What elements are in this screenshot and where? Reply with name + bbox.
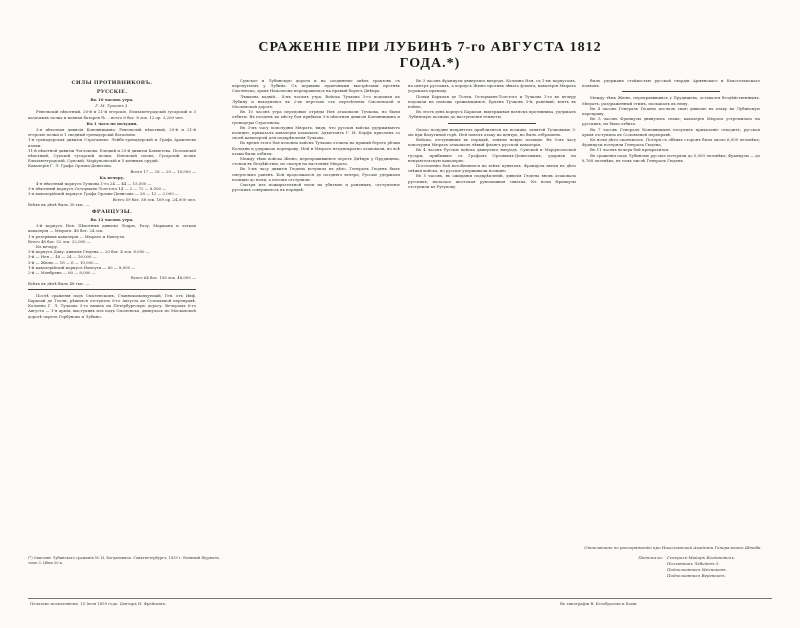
total-value: Всего 17 — 28 — 29 — 10,000 — [130,168,196,174]
text-paragraph: Въ 5-мъ часу дивизія Гюдена вступила въ дѣло. Генералъ Гюденъ былъ смертельно раненъ. Бой продолжался до поздняго вечера; Русскіе удержали позицію до ночи, а потомъ отступили. [232,166,400,182]
text-paragraph: Въ 10 часовъ утра передовые отряды Нея атаковали Тучкова, но были отбиты. Въ полдень къ мѣсту боя прибыли 3-я пѣхотная дивизія Коновницына и гренадеры Строганова. [232,109,400,125]
russians-heading: РУССКІЕ. [96,89,128,95]
signature-block [583,545,763,579]
total-value: Всего 59 бат. 58 эск. 169 ор. 24,000 чел. [112,196,196,202]
text-paragraph: 3-й корпусъ Нея. Пѣхотныя дивизіи Ледрю, Разу, Маршана и легкая кавалерія — Мюратъ. 48 бат. 24 эск. 1-я резервная кавалерія — Мюратъ и Нансути. Всего 48 бат. 52 эск. 22,000 — [28,223,196,244]
text-paragraph: Ляшкова кадкій... 4-мъ часамъ утра, Войска Тучкова 3-го подошли къ Лубину и находились въ 2-хъ верстахъ отъ пересѣченія Смоленской и Московской дорогъ. [232,93,400,110]
signature-role [583,573,667,579]
text-paragraph: Въ 11 часовъ вечера бой прекратился. [590,147,670,153]
signature-row [583,573,763,579]
signature-name: Подполковникъ Мечниковъ. [667,567,727,572]
signature-role: Подписали: [638,555,663,560]
text-paragraph: Между тѣмъ войска Жюно, переправившіяся черезъ Днѣпръ у Прудищева, стояли въ бездѣйствіи, не смотря на настоянія Мюрата. [232,156,400,167]
text-paragraph: Между тѣмъ Жюно, переправившись у Прудищева, оставался бездѣйственнымъ. Мюратъ, раздраженный этимъ, поскакалъ къ нему. [582,95,760,106]
french-heading: ФРАНЦУЗЫ. [91,209,133,216]
text-paragraph: Въ 3 часовъ Французы двинулись впередъ. Колонна Нея, съ 1-мъ корпусомъ, на центръ русскихъ, а корпусъ Жюно противъ лѣваго фланга; кавалерія Мюрата угрожала правому. [408,78,576,94]
column-narrative-3 [582,78,760,440]
commander-name: Г. М. Тучковъ 3. [95,103,129,109]
signature-name: Генералъ-Майоръ Богдановичъ. [667,555,736,560]
total-row [28,169,196,174]
text-paragraph: Полки Барклая де Толли, Остерманъ-Толстого и Тучкова 1-го къ вечеру подошли на помощь сражающимся. Ерченъ Тучковъ 3-й, раненый, взятъ въ плѣнъ. [408,93,576,110]
text-paragraph: Во время этого боя колонна войскъ Тучкова отошла на правый берегъ рѣчки Колодни и удержала переправу. Ней и Мюратъ неоднократно атаковали, но всѣ атаки были отбиты. [232,140,400,156]
time-heading: Въ 12 часовъ утра. [90,217,134,223]
text-paragraph: Войска, отступившія въ порядкѣ, заняли новую позицію. Въ 5-мъ часу пополудни Мюратъ атаковалъ лѣвый флангъ русской кавалеріи. [408,137,576,148]
text-paragraph: 4-я пѣхотный корпусъ Тучкова 1-го 24 — 44 — 15,500 — 3-я пѣхотный корпусъ Остерманъ-Толстого 14 — 2 — 72 — 8,500 — 3-я кавалерійскій корпусъ Графа Орлова-Денисова — 28 — 12 — 2,000 — [28,181,179,197]
text-paragraph: Въ 7 часовъ Генералъ Коновницынъ получилъ приказаніе отходить; русская армія отступила къ Соловьевой переправѣ. [582,126,760,137]
forces-heading: СИЛЫ ПРОТИВНИКОВЪ. [71,80,153,86]
signature-intro: Отпечатано по распоряженію при Николаевской Академіи Генеральнаго Штаба. [584,545,762,550]
column-narrative-1 [232,78,400,574]
total-row [28,202,196,207]
divider [28,289,196,290]
total-row [28,281,196,286]
bottom-divider [28,598,772,599]
text-paragraph: Сумское и Лубинскую дороги и на соединеніе онѣхъ трактовъ съ перепутьемъ у Лубина. Съ первыми пушечными выстрѣлами противъ Смоленска, армія Наполеона переправилась на правый берегъ Днѣпра. [232,78,400,94]
total-value: Всѣхъ въ дѣлѣ было 30 тыс. — [28,201,90,207]
imprint-censor: Печатано позволеніемъ. 10 Іюля 1859 года. Цензоръ Н. Фрейгангъ. [30,601,167,606]
text-paragraph: 3-я пѣхотная дивизія Коновницына: Ревельскій пѣхотный, 20-й и 21-й егерскіе полки и 1 сводный гренадерскій баталіонъ. 1-я гренадерская дивизія Строганова: Лейбъ-гренадерскій и Графа Аракчеева полки. 11-й пѣхотной дивизіи Чоглокова: Елецкій и 23-й дивизіи Бахметева. Полтавскій пѣхотный, Сумскій гусарскій полки, Изюмскій полкъ, Гусарскій полкъ Елизаветградскій, Сумскій, Марiупольскій и 5 конныхъ орудій. Кавалерія Г. Л. Графа Орлова-Денисова. [28,127,196,169]
text-paragraph: Около полудни непріятель приблизился къ позиціи, занятой Тучковымъ 3-мъ при Валутиной горѣ. Ней повелъ атаку на центръ, но былъ отброшенъ. [408,126,576,137]
footnote: (*) Описаніе Лубинскаго сраженія М. И. Богдановича. Санктпетербургъ, 1859 г. Военный Журналъ, томъ 3. Цѣна 50 к. [28,556,220,565]
text-paragraph: Къ вечеру. 3-й корпусъ Даву: дивизія Гюдена — 20 бат. 4 эск. 8,000 — 3-й — Нея — 48 — 24 — 16,000 — 3-й — Жюно — 18 — 6 — 10,000 — 1-й кавалерійскій корпусъ Нансути — 60 — 8,000 — 2-й — Монбрена — 60 — 8,000 — [28,244,150,276]
text-paragraph: Въ 3-мъ часу пополудни Мюратъ, видя, что русскія войска удерживаютъ позицію, приказалъ кавалеріи атаковать. Адъютантъ Г. М. Корфъ присланъ со своей кавалеріей для подкрѣпленія Тучкова. [232,124,400,141]
text-paragraph: Постепенно бой возобновился на всѣхъ пунктахъ. Французы ввели въ дѣло свѣжія войска, но русскіе удерживали позицію. [408,163,576,174]
text-paragraph: Въ сраженіи подъ Лубиномъ русскіе потеряли до 5,000 человѣкъ; Французы — до 8,768 человѣкъ, въ томъ числѣ Генералъ Гюденъ. [582,152,760,163]
text-paragraph: былъ удержанъ стойкостью русской гвардіи Армянскаго и Кексгольмскаго полковъ. [582,78,760,89]
text-paragraph: Въ 5 часовъ, въ ожиданіи подкрѣпленій, дивизія Гюдена вновь атаковала русскихъ; началась жестокая рукопашная схватка. Къ ночи Французы отступили къ Рутукову. [408,173,576,189]
text-paragraph: Въ 4 часовъ Генералъ Гюденъ послалъ свою дивизію въ атаку на Лубинскую переправу. [582,105,760,117]
text-paragraph: Ревельскій пѣхотный, 20-й и 21-й егерскіе, Елизаветградскій гусарскій и 3 казачьихъ полка и конная батарея № ... всего 6 бат. 8 эск. 12 ор. 3,200 чел. [28,109,196,120]
text-paragraph: Въ 5 часовъ Французы двинулись снова; кавалерія Мюрата устремилась на русскихъ, но была отбита. [582,116,760,127]
divider [448,123,536,124]
text-paragraph: Въ 4 часовъ Русскіе войска двинулись впередъ. Сумской и Марiупольской гусары, прибывшіе съ Графомъ Орловымъ-Денисовымъ, ударили на непріятельскую кавалерію. [408,147,576,163]
total-value: Всего 64 бат. 156 эск. 48,000 — [130,275,196,281]
text-paragraph: Смотря изъ пожирательной ночи на убитыхъ и раненыхъ, отступленіе русскихъ совершилось въ порядкѣ. [232,182,400,193]
divider [622,91,720,92]
signature-name: Подполковникъ Веревкинъ. [667,573,726,578]
time-heading: Въ 1 часъ по полудни. [86,120,138,126]
signature-name: Полковникъ Лебедевъ 3. [667,561,720,566]
text-paragraph: Въ этотъ день корпусъ Барклая, выдерживая натискъ противника, удержалъ Лубинскую позицію до наступленія темноты. [408,109,576,120]
text-paragraph: Къ ночи дѣло окончилось. Потеря съ обѣихъ сторонъ была около 6,000 человѣкъ; Французы потеряли Генерала Гюдена. [582,137,760,148]
column-forces [28,78,196,518]
total-value: Всѣхъ въ дѣлѣ было 48 тыс. — [28,280,90,286]
time-heading: Въ 10 часовъ утра. [90,97,134,102]
page-title: СРАЖЕНІЕ ПРИ ЛУБИНѢ 7-го АВГУСТА 1812 ГОДА.*) [258,40,602,71]
text-paragraph: Послѣ сраженія подъ Смоленскомъ, Главнокомандующій, Ген. отъ Инф. Барклай де Толли, рѣшился отступать 6-го Августа къ Соловьевой переправѣ. Колонна Г. Л. Тучкова 3-го вышла на Петербургскую дорогу. Вечеромъ 6-го Августа — 1-я армія, выступивъ изъ подъ Смоленска, двинулась по Московской дорогѣ черезъ Горбуново и Лубино. [28,292,196,319]
time-heading: Къ вечеру. [99,174,125,180]
column-narrative-2 [408,78,576,586]
imprint-printer: Въ типографіи В. Безобразова и Комп. [560,601,638,606]
